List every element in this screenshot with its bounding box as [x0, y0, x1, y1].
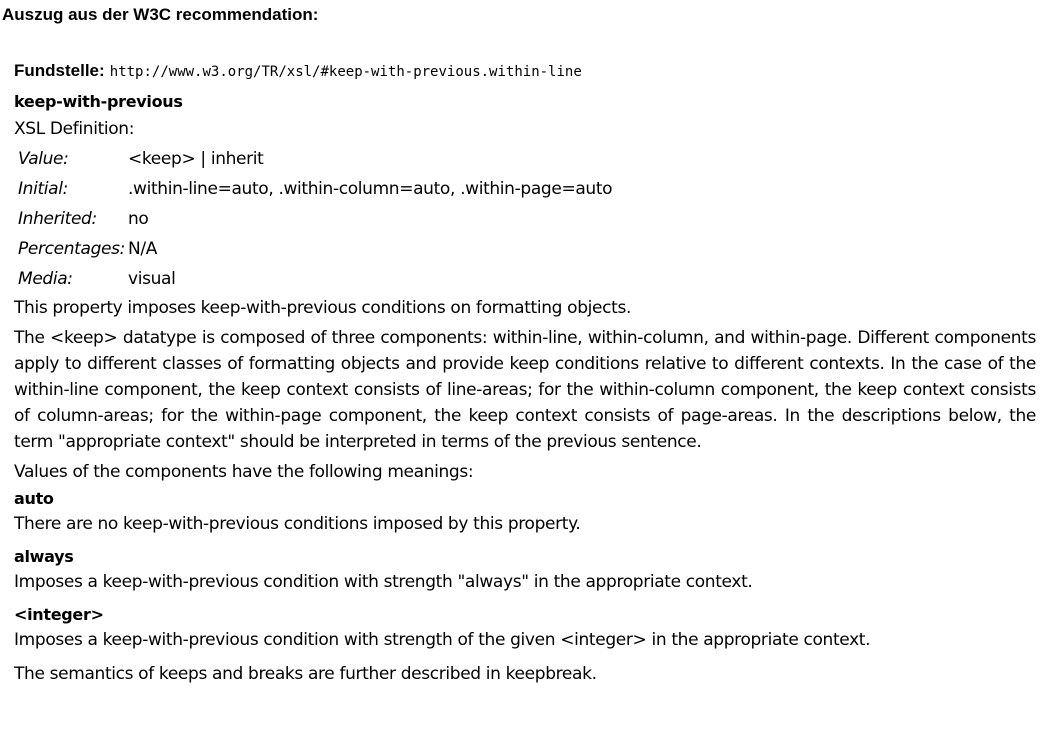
value-description-integer: Imposes a keep-with-previous condition with strength of the given <integer> in the appropriate context.: [14, 630, 871, 650]
page-heading: Auszug aus der W3C recommendation:: [2, 5, 319, 24]
property-row-initial: [18, 174, 612, 204]
property-value-media: visual: [128, 269, 176, 289]
footer-end: .: [591, 664, 597, 684]
property-label-value: Value:: [18, 149, 69, 169]
property-row-percentages: [18, 234, 612, 264]
values-intro: Values of the components have the following meanings:: [14, 462, 474, 482]
property-value-percentages: N/A: [128, 239, 158, 259]
property-row-value: [18, 144, 612, 174]
value-description-auto: There are no keep-with-previous conditions imposed by this property.: [14, 514, 581, 534]
value-term-integer: <integer>: [14, 605, 104, 624]
definition-label: XSL Definition:: [14, 119, 135, 139]
footer-note: [14, 661, 1036, 687]
property-label-inherited: Inherited:: [18, 209, 97, 229]
property-name: keep-with-previous: [14, 92, 183, 111]
source-reference: [14, 58, 1036, 84]
datatype-paragraph: The <keep> datatype is composed of three components: within-line, within-column, and within-page. Different components apply to different classes of formatting objects and provide keep conditions relative to different contexts. In the case of the within-line component, the keep context consists of line-areas; for the within-column component, the keep context consists of column-areas; for the within-page component, the keep context consists of page-areas. In the descriptions below, the term "appropriate context" should be interpreted in terms of the previous sentence.: [14, 328, 1036, 452]
property-label-percentages: Percentages:: [18, 239, 125, 259]
property-label-media: Media:: [18, 269, 73, 289]
intro-paragraph: This property imposes keep-with-previous conditions on formatting objects.: [14, 298, 632, 318]
source-url: http://www.w3.org/TR/xsl/#keep-with-previous.within-line: [109, 64, 582, 80]
value-term-auto: auto: [14, 489, 54, 508]
value-term-always: always: [14, 547, 74, 566]
recommendation-excerpt: [14, 58, 1036, 687]
footer-text: The semantics of keeps and breaks are further described in: [14, 664, 501, 684]
property-label-initial: Initial:: [18, 179, 68, 199]
keepbreak-link[interactable]: keepbreak: [505, 664, 592, 684]
property-value-inherited: no: [128, 209, 149, 229]
property-row-media: [18, 264, 612, 294]
value-description-always: Imposes a keep-with-previous condition with strength "always" in the appropriate context.: [14, 572, 753, 592]
source-label: Fundstelle:: [14, 61, 105, 80]
property-row-inherited: [18, 204, 612, 234]
property-value-initial: .within-line=auto, .within-column=auto, .within-page=auto: [128, 179, 613, 199]
property-table: [18, 144, 612, 294]
property-value-value: <keep> | inherit: [128, 149, 264, 169]
